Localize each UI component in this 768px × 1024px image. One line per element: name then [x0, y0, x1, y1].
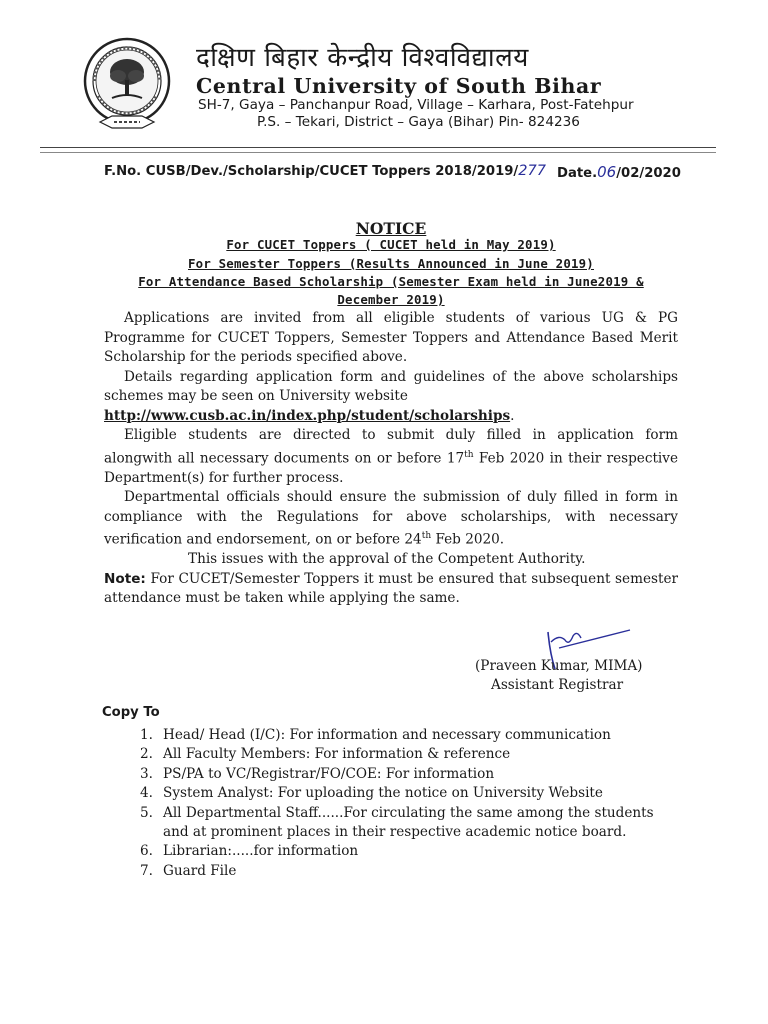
note-label: Note: [104, 570, 146, 587]
copy-to-label: Copy To [102, 705, 160, 720]
address-line-2: P.S. – Tekari, District – Gaya (Bihar) Pin- 824236 [257, 114, 580, 130]
notice-subtitle-1: For CUCET Toppers ( CUCET held in May 2019) [226, 237, 556, 252]
date-month-year: /02/2020 [616, 166, 681, 181]
list-item [140, 804, 680, 843]
eligible-sup: th [464, 449, 474, 460]
copy-to-list [140, 726, 680, 881]
letterhead-divider [40, 147, 716, 148]
university-seal-logo [82, 36, 172, 136]
link-suffix: . [510, 407, 515, 424]
list-item [140, 745, 680, 764]
notice-subtitle-3: For Attendance Based Scholarship (Semester Exam held in June2019 & [138, 274, 644, 289]
notice-date [557, 163, 681, 181]
date-day-handwritten: 06 [597, 163, 617, 181]
eligible-text-b: Feb 2020 in their respective Department(s) for further process. [104, 450, 679, 486]
signatory-designation: Assistant Registrar [491, 677, 624, 693]
list-number: 6. [140, 843, 153, 860]
list-text: Guard File [163, 862, 237, 879]
list-number: 7. [140, 862, 153, 879]
list-number: 3. [140, 765, 153, 782]
notice-subtitle-4: December 2019) [337, 292, 445, 307]
letterhead-divider-thin [40, 152, 716, 153]
officials-text-b: Feb 2020. [431, 531, 505, 548]
list-item [140, 862, 680, 881]
list-item [140, 784, 680, 803]
list-item [140, 726, 680, 745]
list-number: 5. [140, 804, 153, 821]
note-paragraph [104, 570, 678, 609]
file-number-text: F.No. CUSB/Dev./Scholarship/CUCET Toppers 2018/2019/ [104, 164, 519, 179]
eligible-text-a: Eligible students are directed to submit duly filled in application form alongwith all necessary documents on or before 17 [104, 427, 678, 467]
paragraph-departmental-officials [104, 488, 678, 550]
list-item [140, 765, 680, 784]
paragraph-details [104, 368, 678, 427]
officials-sup: th [421, 531, 432, 542]
list-text: PS/PA to VC/Registrar/FO/COE: For information [163, 765, 495, 782]
details-text: Details regarding application form and guidelines of the above scholarships schemes may be seen on University website [104, 368, 678, 404]
list-text: Head/ Head (I/C): For information and necessary communication [163, 727, 611, 743]
notice-body [104, 309, 678, 609]
signatory-name: (Praveen Kumar, MIMA) [475, 658, 643, 674]
date-label: Date. [557, 166, 598, 181]
list-text: All Departmental Staff......For circulating the same among the students and at prominent places in their respective academic notice board. [163, 804, 654, 841]
university-english-name: Central University of South Bihar [196, 74, 602, 98]
file-number [104, 163, 546, 179]
list-number: 4. [140, 785, 153, 802]
officials-text-a: Departmental officials should ensure the submission of duly filled in form in compliance with the Regulations for above scholarships, with necessary verification and endorsement, on or before 24 [104, 489, 678, 548]
paragraph-applications: Applications are invited from all eligible students of various UG & PG Programme for CUCET Toppers, Semester Toppers and Attendance Based Merit Scholarship for the periods specified above. [104, 310, 678, 365]
note-text: For CUCET/Semester Toppers it must be ensured that subsequent semester attendance must be taken while applying the same. [104, 570, 678, 607]
list-number: 1. [140, 727, 153, 743]
notice-title: NOTICE [355, 219, 427, 238]
paragraph-eligible-students [104, 426, 678, 488]
scholarship-link[interactable]: http://www.cusb.ac.in/index.php/student/scholarships [104, 407, 511, 424]
file-number-handwritten: 277 [518, 163, 546, 179]
list-text: System Analyst: For uploading the notice on University Website [163, 785, 603, 802]
university-hindi-name: दक्षिण बिहार केन्द्रीय विश्वविद्यालय [196, 43, 529, 73]
address-line-1: SH-7, Gaya – Panchanpur Road, Village – Karhara, Post-Fatehpur [198, 97, 634, 113]
approval-statement: This issues with the approval of the Competent Authority. [188, 551, 586, 568]
notice-subtitle-2: For Semester Toppers (Results Announced in June 2019) [188, 256, 594, 271]
list-text: All Faculty Members: For information & reference [163, 746, 511, 763]
list-item [140, 842, 680, 861]
list-text: Librarian:.....for information [163, 843, 359, 860]
list-number: 2. [140, 746, 153, 763]
